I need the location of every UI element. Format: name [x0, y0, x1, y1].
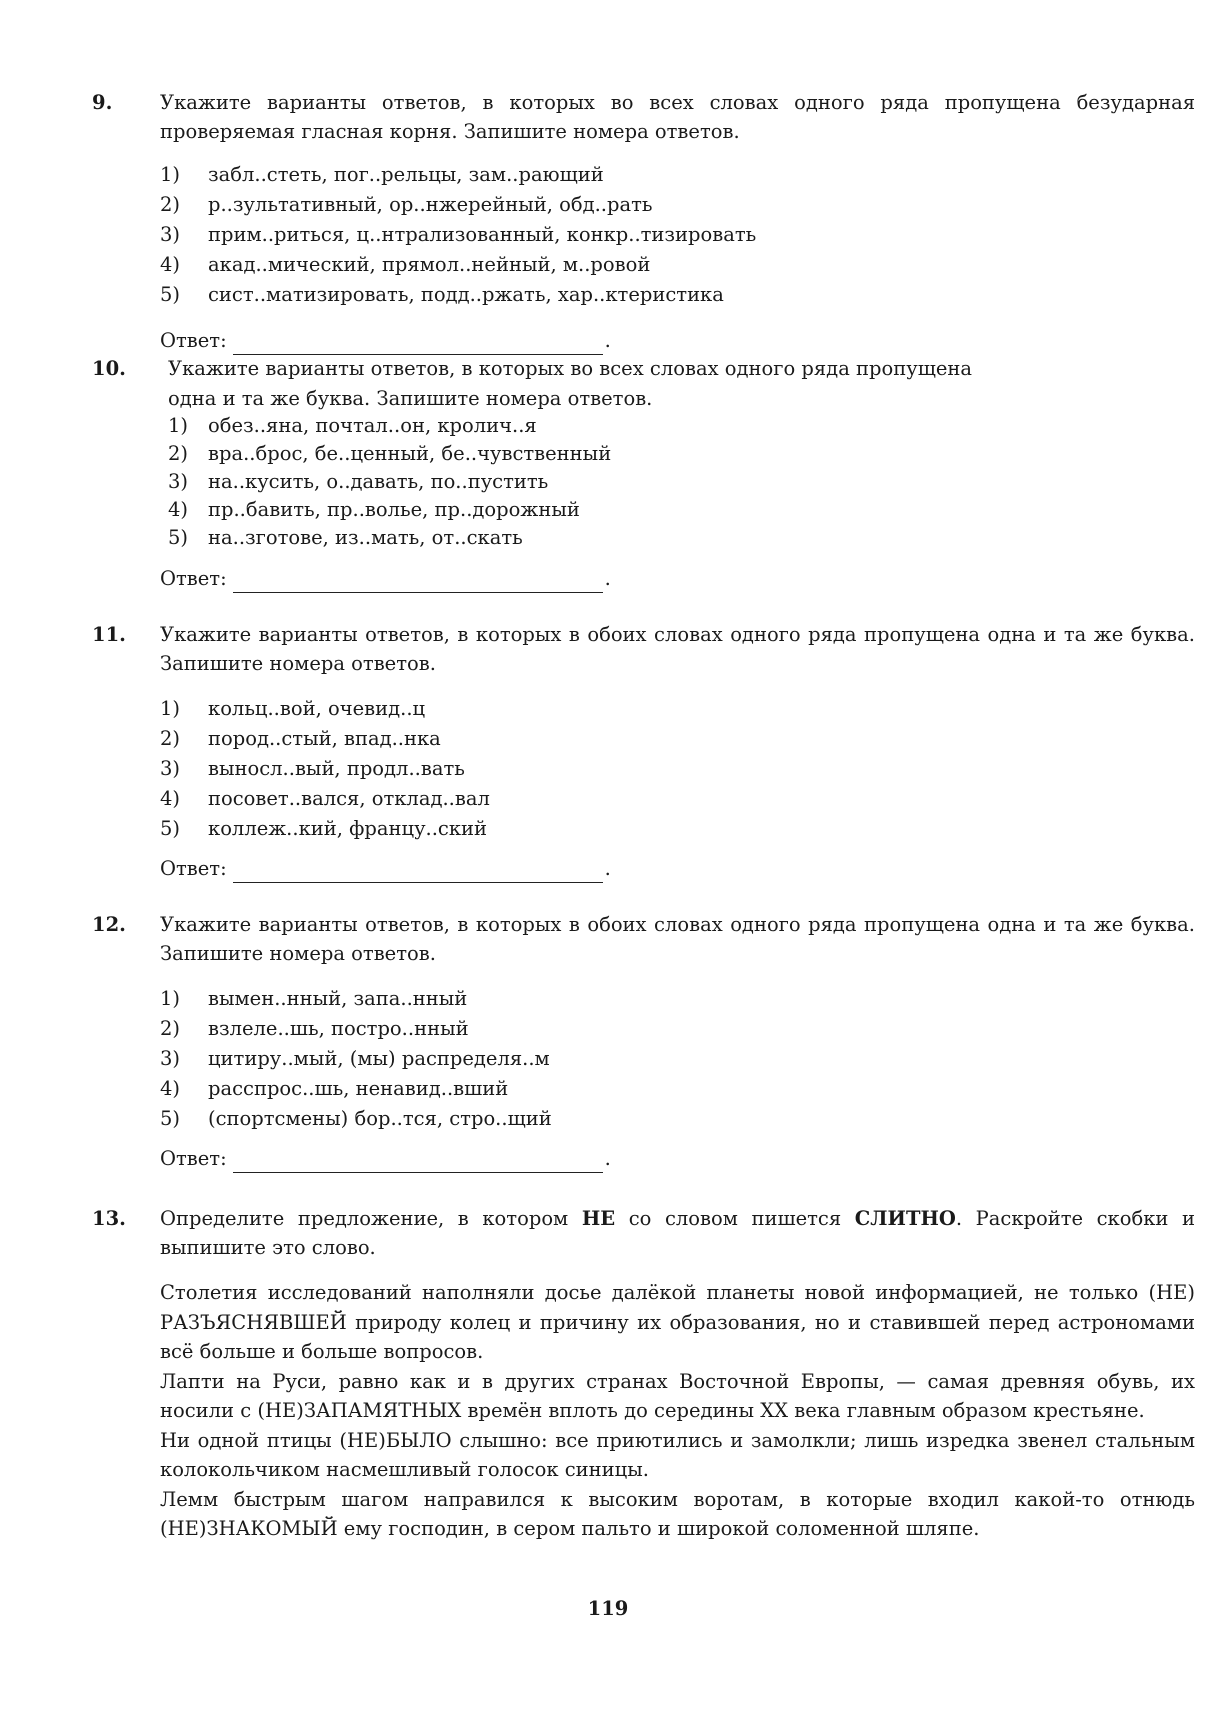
task-number: 13.: [92, 1207, 126, 1230]
answer-end: .: [604, 567, 611, 590]
option-item: 5) коллеж..кий, францу..ский: [160, 817, 488, 840]
answer-label: Ответ:: [160, 567, 227, 590]
answer-blank[interactable]: [233, 1150, 603, 1173]
answer-row: [160, 854, 611, 883]
emphasis-ne: НЕ: [581, 1207, 616, 1230]
task-stem-line-1: Укажите варианты ответов, в которых во всех словах одного ряда пропущена: [168, 357, 972, 380]
option-item: 5) (спортсмены) бор..тся, стро..щий: [160, 1107, 552, 1130]
option-item: 2) р..зультативный, ор..нжерейный, обд..рать: [160, 193, 653, 216]
answer-end: .: [604, 329, 611, 352]
page-number: 119: [587, 1597, 629, 1620]
option-item: 3) выносл..вый, продл..вать: [160, 757, 465, 780]
option-list: [168, 412, 611, 552]
option-list: [160, 694, 490, 844]
answer-label: Ответ:: [160, 1147, 227, 1170]
task-stem-line-2: одна и та же буква. Запишите номера ответов.: [168, 387, 653, 410]
option-item: 4) акад..мический, прямол..нейный, м..ровой: [160, 253, 651, 276]
answer-blank[interactable]: [233, 332, 603, 355]
emphasis-slitno: СЛИТНО: [854, 1207, 956, 1230]
option-item: 3) прим..риться, ц..нтрализованный, конкр..тизировать: [160, 223, 757, 246]
answer-blank[interactable]: [233, 860, 603, 883]
option-item: 3) на..кусить, о..давать, по..пустить: [168, 470, 549, 493]
answer-label: Ответ:: [160, 857, 227, 880]
passage-sentence: Столетия исследований наполняли досье далёкой планеты новой информацией, не только (НЕ) РАЗЪЯСНЯВШЕЙ природу колец и причину их образования, но и ставившей перед астрономами всё больше и больше вопросов.: [160, 1281, 1195, 1363]
passage: [160, 1278, 1195, 1544]
task-number: 10.: [92, 357, 126, 380]
task-stem: Укажите варианты ответов, в которых в обоих словах одного ряда пропущена одна и та же буква. Запишите номера ответов.: [160, 913, 1195, 965]
answer-end: .: [604, 1147, 611, 1170]
option-item: 4) пр..бавить, пр..волье, пр..дорожный: [168, 498, 580, 521]
option-item: 1) забл..стеть, пог..рельцы, зам..рающий: [160, 163, 604, 186]
passage-sentence: Ни одной птицы (НЕ)БЫЛО слышно: все приютились и замолкли; лишь изредка звенел стальным колокольчиком насмешливый голосок синицы.: [160, 1428, 1195, 1481]
task-number: 11.: [92, 623, 126, 646]
option-item: 1) обез..яна, почтал..он, кролич..я: [168, 414, 537, 437]
option-item: 2) взлеле..шь, постро..нный: [160, 1017, 469, 1040]
answer-row: [160, 564, 611, 593]
option-item: 5) на..зготове, из..мать, от..скать: [168, 526, 523, 549]
answer-row: [160, 326, 611, 355]
option-item: 5) сист..матизировать, подд..ржать, хар..ктеристика: [160, 283, 724, 306]
passage-sentence: Лапти на Руси, равно как и в других странах Восточной Европы, — самая древняя обувь, их носили с (НЕ)ЗАПАМЯТНЫХ времён вплоть до середины XX века главным образом крестьяне.: [160, 1369, 1195, 1422]
option-item: 4) посовет..вался, отклад..вал: [160, 787, 490, 810]
answer-label: Ответ:: [160, 329, 227, 352]
option-item: 3) цитиру..мый, (мы) распределя..м: [160, 1047, 550, 1070]
option-item: 1) кольц..вой, очевид..ц: [160, 697, 426, 720]
option-item: 1) вымен..нный, запа..нный: [160, 987, 468, 1010]
option-item: 2) пород..стый, впад..нка: [160, 727, 441, 750]
answer-blank[interactable]: [233, 570, 603, 593]
option-list: [160, 984, 552, 1134]
option-item: 4) расспрос..шь, ненавид..вший: [160, 1077, 509, 1100]
passage-sentence: Лемм быстрым шагом направился к высоким воротам, в которые входил какой-то отнюдь (НЕ)ЗНАКОМЫЙ ему господин, в сером пальто и широкой соломенной шляпе.: [160, 1487, 1195, 1540]
answer-end: .: [604, 857, 611, 880]
task-stem: Укажите варианты ответов, в которых во всех словах одного ряда пропущена безударная проверяемая гласная корня. Запишите номера ответов.: [160, 91, 1195, 143]
task-stem: Укажите варианты ответов, в которых в обоих словах одного ряда пропущена одна и та же буква. Запишите номера ответов.: [160, 623, 1195, 675]
answer-row: [160, 1144, 611, 1173]
task-number: 12.: [92, 913, 126, 936]
option-item: 2) вра..брос, бе..ценный, бе..чувственный: [168, 442, 612, 465]
option-list: [160, 160, 756, 310]
task-number: 9.: [92, 91, 113, 114]
task-stem: Определите предложение, в котором НЕ со словом пишется СЛИТНО. Раскройте скобки и выпишите это слово.: [160, 1207, 1195, 1259]
